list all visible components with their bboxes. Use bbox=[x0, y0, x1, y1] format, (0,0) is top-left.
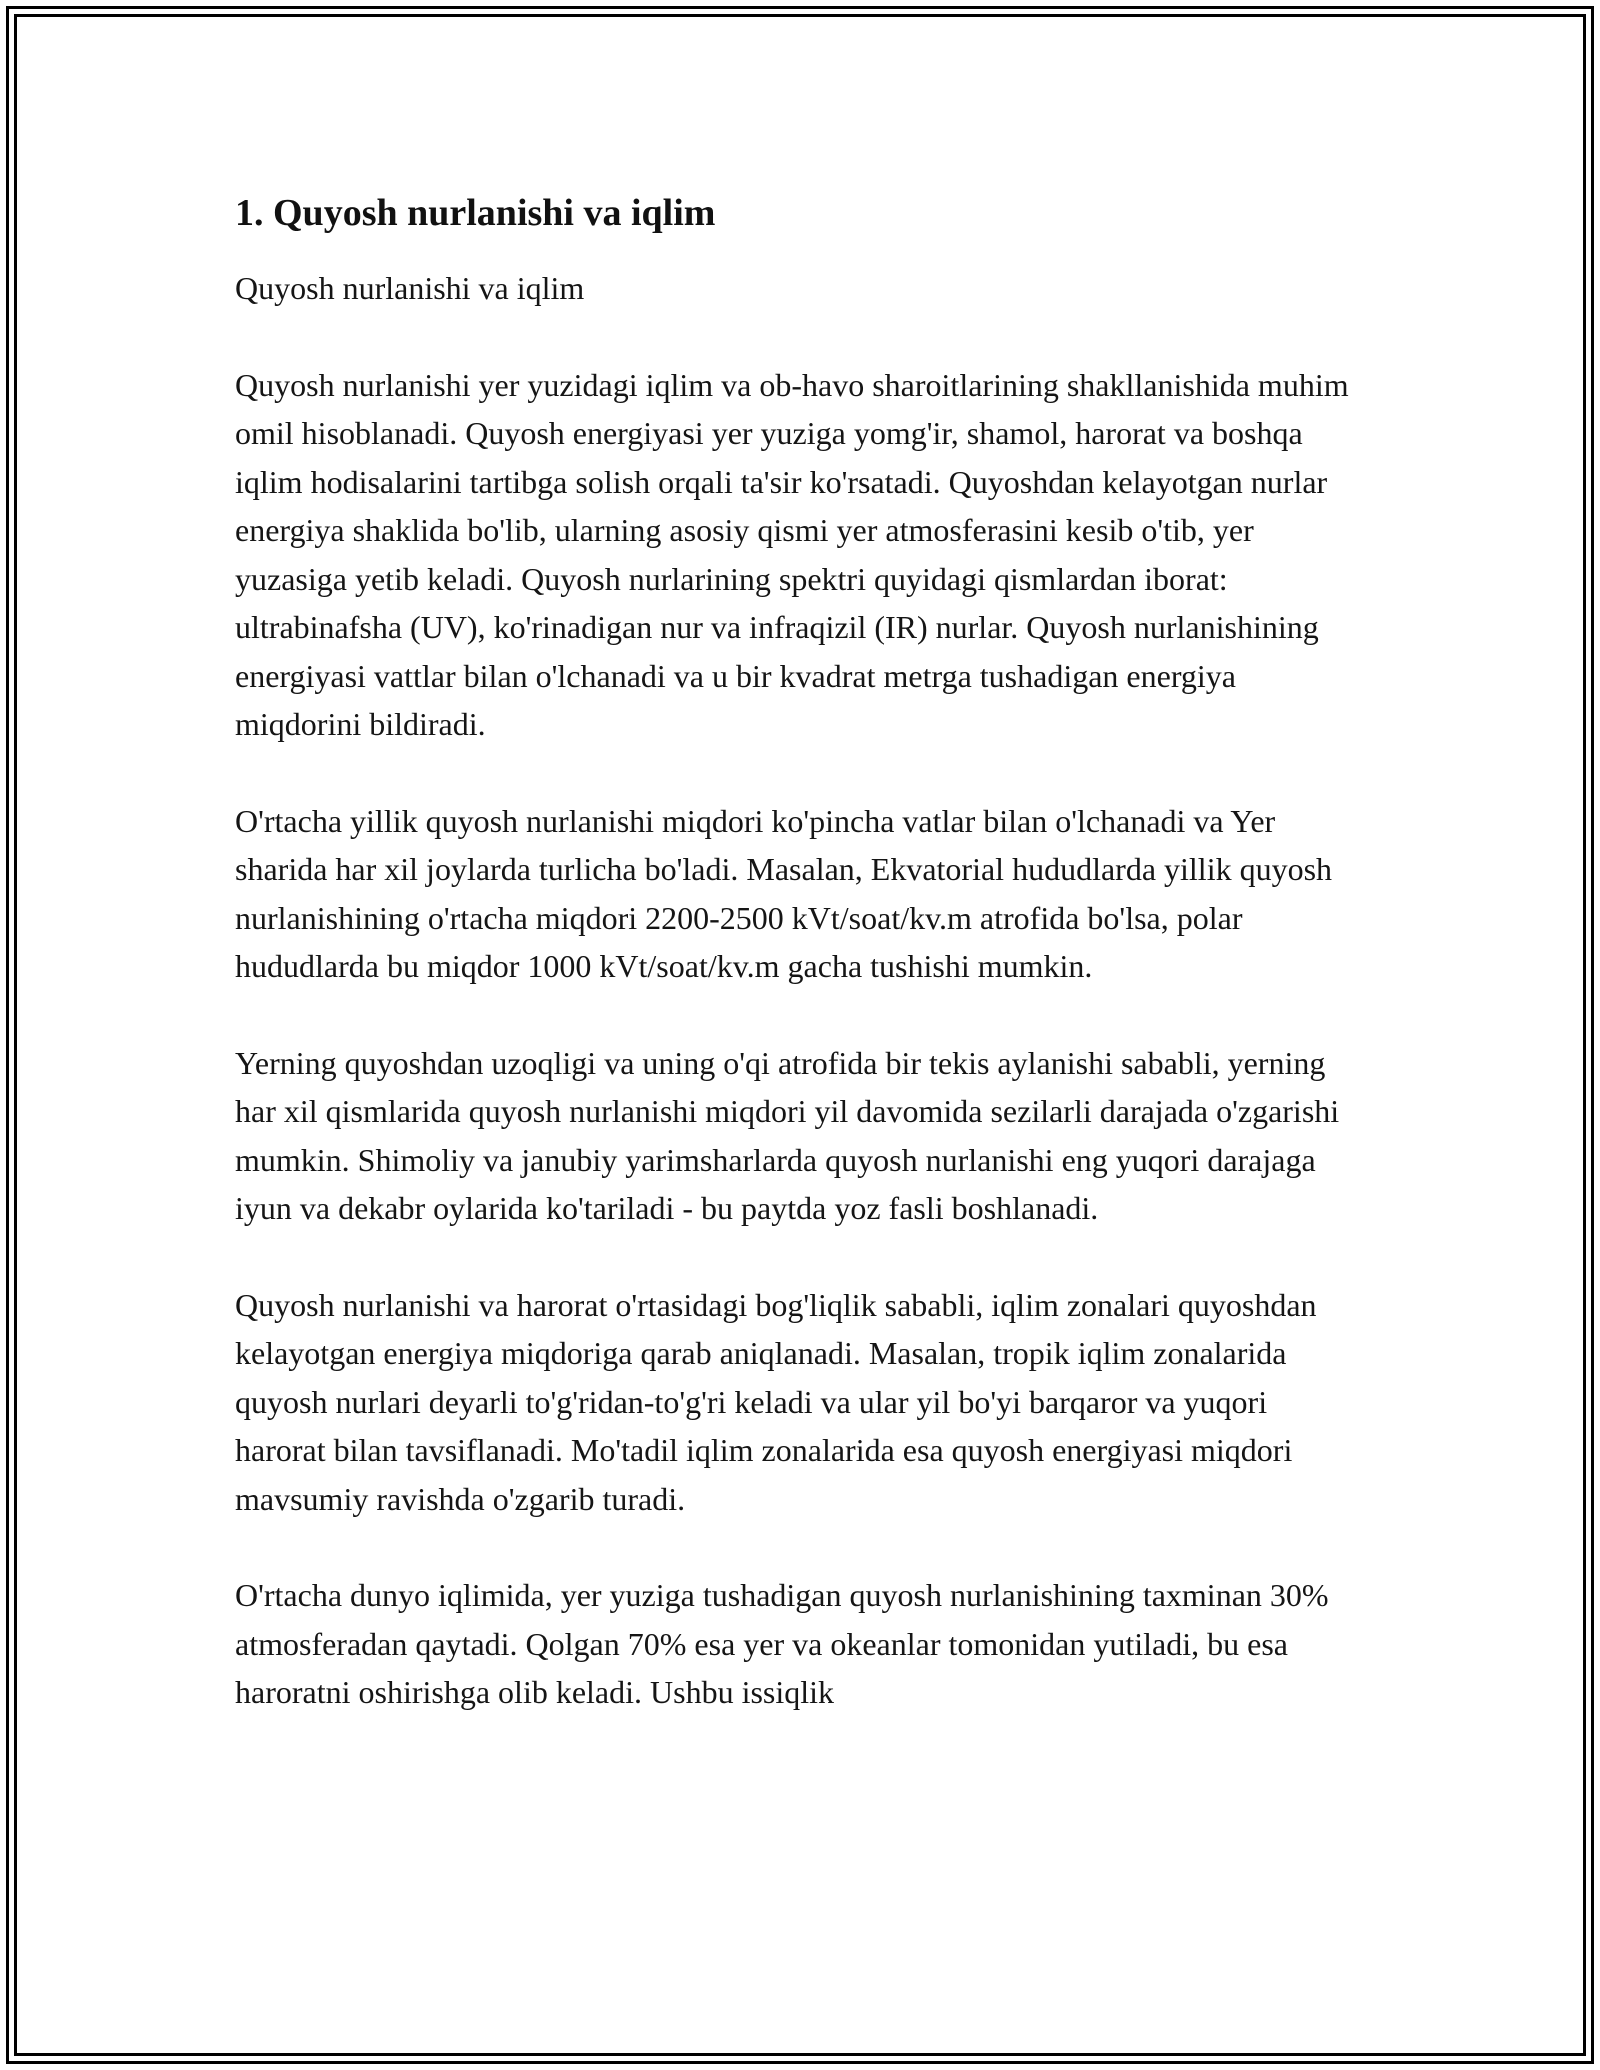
document-body bbox=[235, 186, 1365, 1765]
paragraph-4: Quyosh nurlanishi va harorat o'rtasidagi bog'liqlik sababli, iqlim zonalari quyoshdan kelayotgan energiya miqdoriga qarab aniqlanadi. Masalan, tropik iqlim zonalarida quyosh nurlari deyarli to'g'ridan-to'g'ri keladi va ular yil bo'yi barqaror va yuqori harorat bilan tavsiflanadi. Mo'tadil iqlim zonalarida esa quyosh energiyasi miqdori mavsumiy ravishda o'zgarib turadi. bbox=[235, 1286, 1317, 1517]
paragraph-5: O'rtacha dunyo iqlimida, yer yuziga tushadigan quyosh nurlanishining taxminan 30% atmosferadan qaytadi. Qolgan 70% esa yer va okeanlar tomonidan yutiladi, bu esa haroratni oshirishga olib keladi. Ushbu issiqlik bbox=[235, 1577, 1329, 1710]
section-subtitle: Quyosh nurlanishi va iqlim bbox=[235, 270, 585, 306]
paragraph-3: Yerning quyoshdan uzoqligi va uning o'qi atrofida bir tekis aylanishi sababli, yerning har xil qismlarida quyosh nurlanishi miqdori yil davomida sezilarli darajada o'zgarishi mumkin. Shimoliy va janubiy yarimsharlarda quyosh nurlanishi eng yuqori darajaga iyun va dekabr oylarida ko'tariladi - bu paytda yoz fasli boshlanadi. bbox=[235, 1044, 1340, 1226]
paragraph-2: O'rtacha yillik quyosh nurlanishi miqdori ko'pincha vatlar bilan o'lchanadi va Yer sharida har xil joylarda turlicha bo'ladi. Masalan, Ekvatorial hududlarda yillik quyosh nurlanishining o'rtacha miqdori 2200-2500 kVt/soat/kv.m atrofida bo'lsa, polar hududlarda bu miqdor 1000 kVt/soat/kv.m gacha tushishi mumkin. bbox=[235, 802, 1333, 984]
paragraph-1: Quyosh nurlanishi yer yuzidagi iqlim va ob-havo sharoitlarining shakllanishida muhim omil hisoblanadi. Quyosh energiyasi yer yuziga yomg'ir, shamol, harorat va boshqa iqlim hodisalarini tartibga solish orqali ta'sir ko'rsatadi. Quyoshdan kelayotgan nurlar energiya shaklida bo'lib, ularning asosiy qismi yer atmosferasini kesib o'tib, yer yuzasiga yetib keladi. Quyosh nurlarining spektri quyidagi qismlardan iborat: ultrabinafsha (UV), ko'rinadigan nur va infraqizil (IR) nurlar. Quyosh nurlanishining energiyasi vattlar bilan o'lchanadi va u bir kvadrat metrga tushadigan energiya miqdorini bildiradi. bbox=[235, 366, 1349, 742]
section-heading: 1. Quyosh nurlanishi va iqlim bbox=[235, 192, 716, 234]
